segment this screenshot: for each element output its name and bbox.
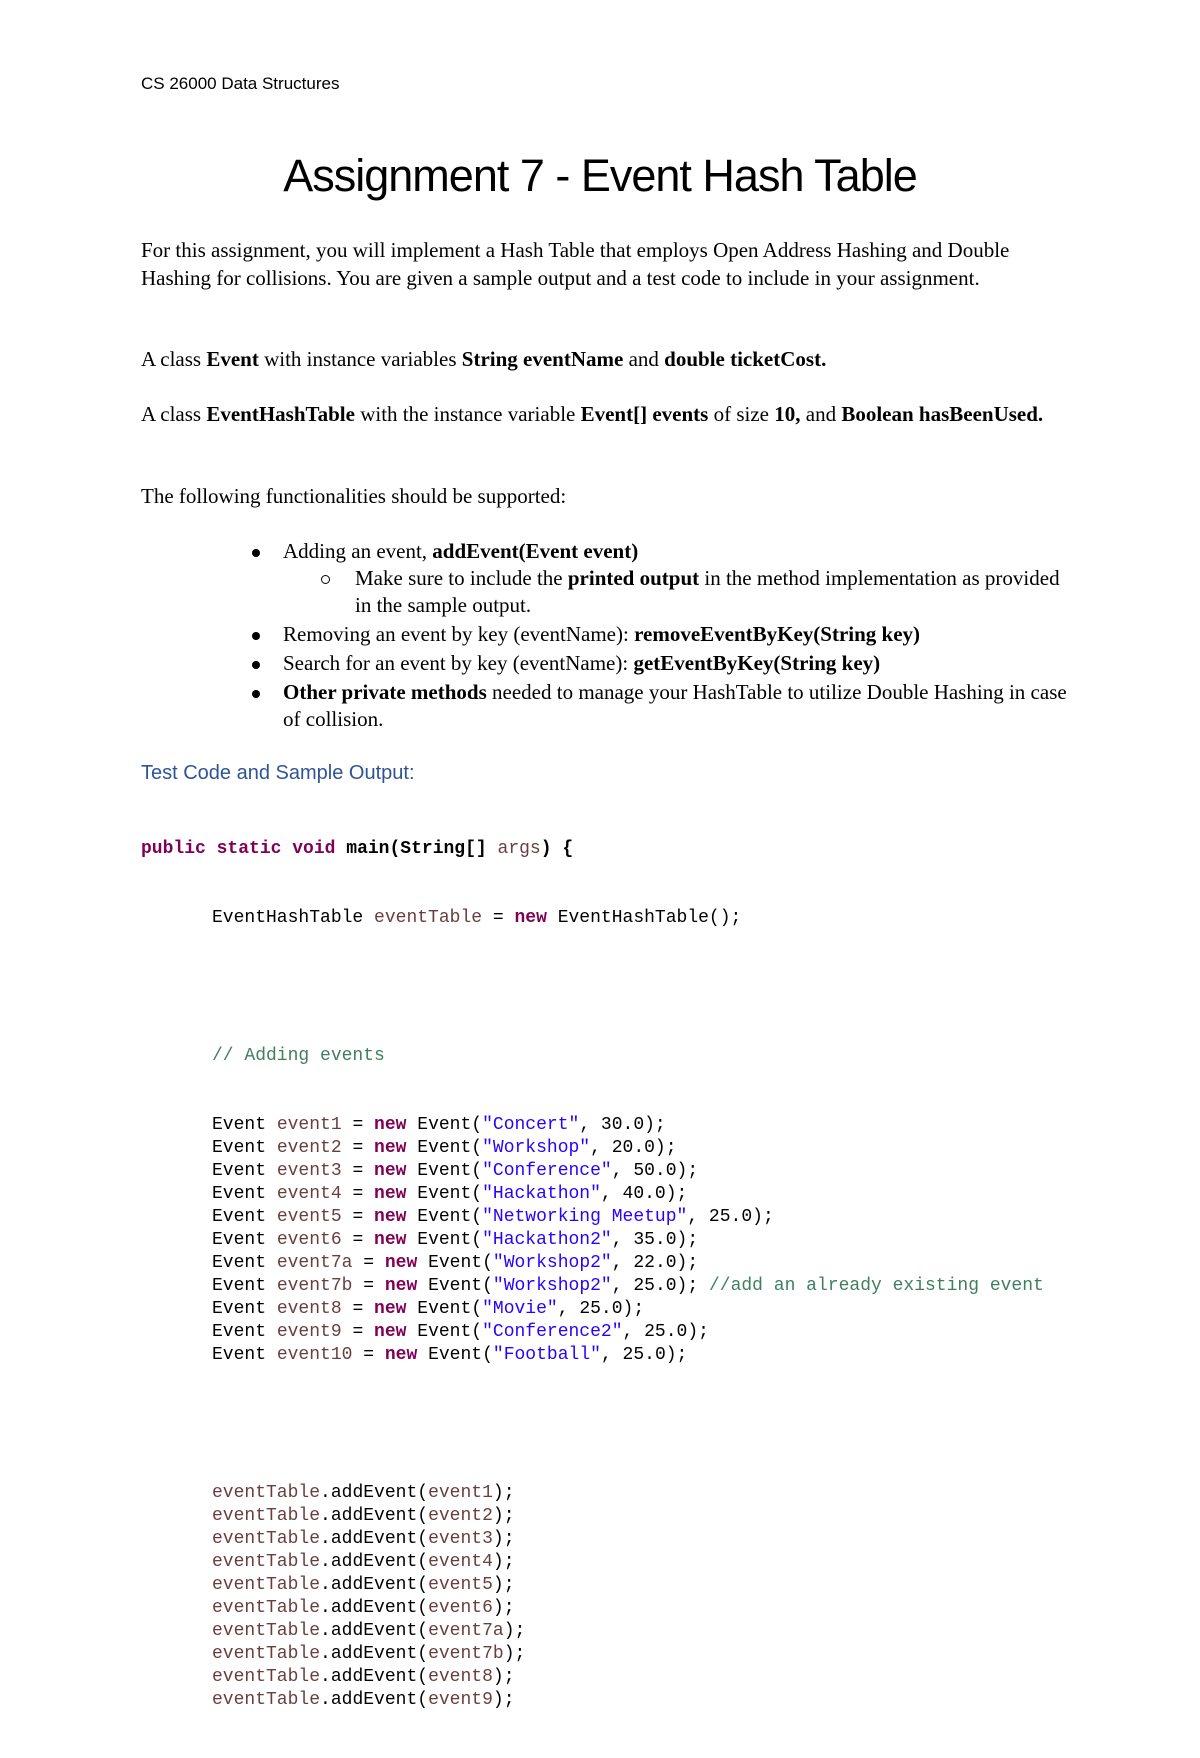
code-line: eventTable.addEvent(event2); xyxy=(212,1506,515,1526)
code-line: eventTable.addEvent(event4); xyxy=(212,1552,515,1572)
code-block xyxy=(141,792,1044,1758)
code-line: eventTable.addEvent(event7b); xyxy=(212,1644,526,1664)
code-line: // Adding events xyxy=(212,1046,385,1066)
code-line: eventTable.addEvent(event9); xyxy=(212,1690,515,1710)
code-line: eventTable.addEvent(event3); xyxy=(212,1529,515,1549)
code-line: Event event9 = new Event("Conference2", 25.0); xyxy=(212,1322,709,1342)
code-line: Event event2 = new Event("Workshop", 20.0); xyxy=(212,1138,677,1158)
event-class-paragraph: A class Event with instance variables String eventName and double ticketCost. xyxy=(141,347,827,371)
add-event-calls xyxy=(141,1482,1044,1712)
code-line: Event event6 = new Event("Hackathon2", 35.0); xyxy=(212,1230,699,1250)
bullet-icon xyxy=(252,632,260,640)
code-line: eventTable.addEvent(event7a); xyxy=(212,1621,526,1641)
intro-paragraph: For this assignment, you will implement a Hash Table that employs Open Address Hashing and Double Hashing for collisions. You are given a sample output and a test code to include in your assignment. xyxy=(141,238,1010,290)
code-line: Event event5 = new Event("Networking Meetup", 25.0); xyxy=(212,1207,774,1227)
bullet-icon xyxy=(252,690,260,698)
sub-list xyxy=(283,565,1070,619)
code-line: public static void main(String[] args) { xyxy=(141,839,574,859)
hashtable-class-paragraph: A class EventHashTable with the instance variable Event[] events of size 10, and Boolean hasBeenUsed. xyxy=(141,402,1044,426)
sub-list-item: Make sure to include the printed output in the method implementation as provided in the sample output. xyxy=(319,565,1070,619)
list-item: Search for an event by key (eventName): getEventByKey(String key) xyxy=(250,650,1070,677)
code-line: eventTable.addEvent(event8); xyxy=(212,1667,515,1687)
functionality-list xyxy=(250,538,1070,735)
circle-bullet-icon xyxy=(321,575,330,584)
bullet-icon xyxy=(252,549,260,557)
event-declarations xyxy=(141,1114,1044,1367)
list-item: Removing an event by key (eventName): removeEventByKey(String key) xyxy=(250,621,1070,648)
code-line: Event event4 = new Event("Hackathon", 40.0); xyxy=(212,1184,688,1204)
code-line: Event event10 = new Event("Football", 25.0); xyxy=(212,1345,688,1365)
functionalities-intro: The following functionalities should be supported: xyxy=(141,484,567,508)
code-line: eventTable.addEvent(event6); xyxy=(212,1598,515,1618)
code-line: Event event3 = new Event("Conference", 50.0); xyxy=(212,1161,699,1181)
course-header: CS 26000 Data Structures xyxy=(141,74,340,93)
list-item: Other private methods needed to manage your HashTable to utilize Double Hashing in case of collision. xyxy=(250,679,1070,733)
bullet-icon xyxy=(252,661,260,669)
code-line: Event event7a = new Event("Workshop2", 22.0); xyxy=(212,1253,699,1273)
code-line: EventHashTable eventTable = new EventHashTable(); xyxy=(212,908,742,928)
page-title: Assignment 7 - Event Hash Table xyxy=(283,150,917,201)
code-line xyxy=(141,1413,1044,1436)
code-line: Event event7b = new Event("Workshop2", 25.0); //add an already existing event xyxy=(212,1276,1044,1296)
section-heading: Test Code and Sample Output: xyxy=(141,762,415,784)
code-line xyxy=(141,976,1044,999)
code-line: Event event1 = new Event("Concert", 30.0); xyxy=(212,1115,666,1135)
code-line: eventTable.addEvent(event1); xyxy=(212,1483,515,1503)
code-line: Event event8 = new Event("Movie", 25.0); xyxy=(212,1299,645,1319)
list-item: Adding an event, addEvent(Event event) Make sure to include the printed output in the method implementation as provided in the sample output. xyxy=(250,538,1070,619)
code-line: eventTable.addEvent(event5); xyxy=(212,1575,515,1595)
